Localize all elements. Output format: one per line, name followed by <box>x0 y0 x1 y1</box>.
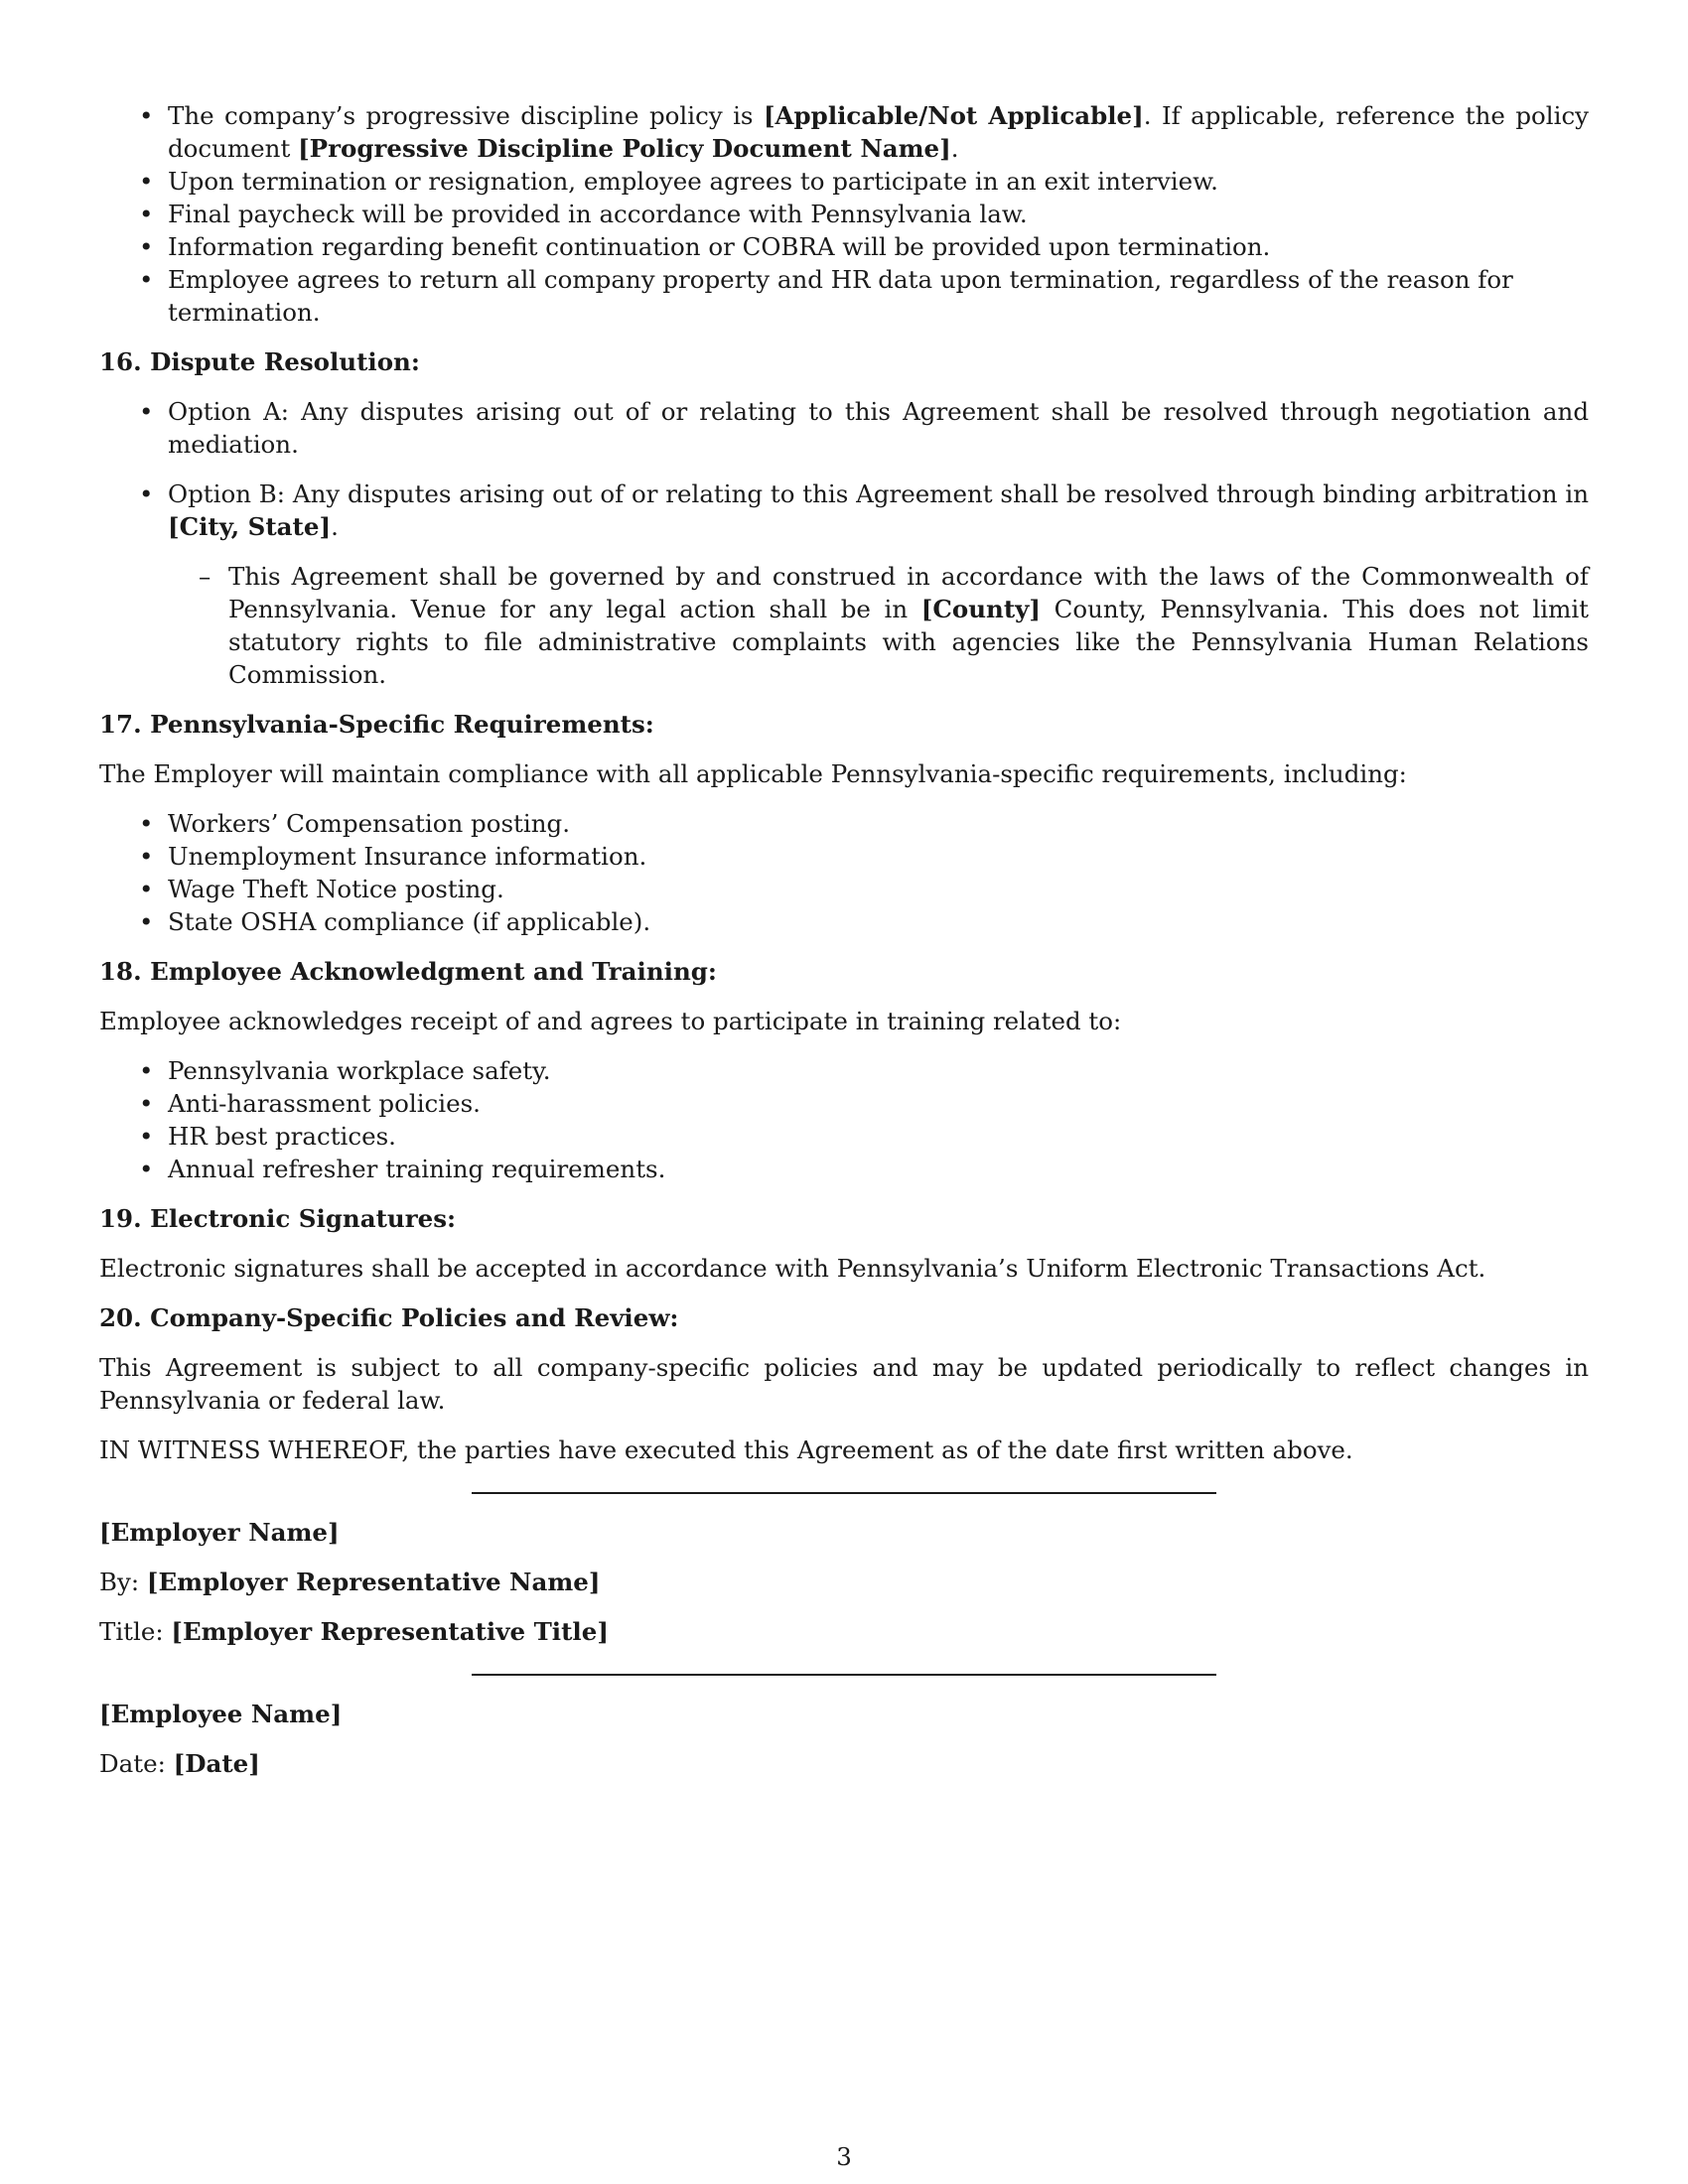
governing-law-text: This Agreement shall be governed by and construed in accordance with the laws of the Commonwealth of Pennsylvania. Venue for any legal action shall be in <box>228 562 1589 623</box>
termination-list <box>99 99 1589 329</box>
section-16-heading: 16. Dispute Resolution: <box>99 347 420 376</box>
option-b-text: Option B: Any disputes arising out of or relating to this Agreement shall be resolved through binding arbitration in <box>168 479 1589 508</box>
representative-title-placeholder: [Employer Representative Title] <box>171 1617 609 1646</box>
employer-signature-line <box>472 1492 1216 1494</box>
employee-date-line <box>99 1747 1589 1780</box>
training-list <box>99 1054 1589 1185</box>
title-label: Title: <box>99 1617 172 1646</box>
date-label: Date: <box>99 1749 174 1778</box>
list-item: • Annual refresher training requirements. <box>99 1153 1589 1185</box>
policy-document-placeholder: [Progressive Discipline Policy Document Name] <box>298 134 951 163</box>
list-item: • State OSHA compliance (if applicable). <box>99 905 1589 938</box>
section-18-intro: Employee acknowledges receipt of and agrees to participate in training related to: <box>99 1007 1122 1035</box>
dispute-options-list <box>99 395 1589 691</box>
employer-name-line <box>99 1516 1589 1549</box>
employer-by-line <box>99 1566 1589 1598</box>
representative-name-placeholder: [Employer Representative Name] <box>146 1568 601 1596</box>
discipline-text: The company’s progressive discipline policy is <box>168 101 764 130</box>
list-item <box>99 478 1589 691</box>
list-item: • Final paycheck will be provided in accordance with Pennsylvania law. <box>99 198 1589 230</box>
section-17-intro: The Employer will maintain compliance with all applicable Pennsylvania-specific requirements, including: <box>99 759 1407 788</box>
list-item: • Unemployment Insurance information. <box>99 840 1589 873</box>
section-20-heading: 20. Company-Specific Policies and Review: <box>99 1303 679 1332</box>
list-item: • Workers’ Compensation posting. <box>99 807 1589 840</box>
witness-statement: IN WITNESS WHEREOF, the parties have executed this Agreement as of the date first written above. <box>99 1435 1353 1464</box>
list-item: • Employee agrees to return all company property and HR data upon termination, regardless of the reason for termination. <box>99 263 1589 329</box>
document-page <box>99 99 1589 1780</box>
date-placeholder: [Date] <box>173 1749 260 1778</box>
list-item: • Upon termination or resignation, employee agrees to participate in an exit interview. <box>99 165 1589 198</box>
list-item: • Option A: Any disputes arising out of or relating to this Agreement shall be resolved through negotiation and mediation. <box>99 395 1589 461</box>
section-18-heading: 18. Employee Acknowledgment and Training: <box>99 957 717 986</box>
pa-requirements-list <box>99 807 1589 938</box>
page-number: 3 <box>836 2142 852 2171</box>
employee-signature-line <box>472 1674 1216 1676</box>
list-item: • Pennsylvania workplace safety. <box>99 1054 1589 1087</box>
sublist-item <box>99 560 1589 691</box>
county-placeholder: [County] <box>920 595 1041 623</box>
list-item: • Wage Theft Notice posting. <box>99 873 1589 905</box>
section-20-text: This Agreement is subject to all company-specific policies and may be updated periodically to reflect changes in Pennsylvania or federal law. <box>99 1353 1589 1415</box>
employer-name-placeholder: [Employer Name] <box>99 1518 340 1547</box>
option-b-text-end: . <box>331 512 339 541</box>
list-item: • Information regarding benefit continuation or COBRA will be provided upon termination. <box>99 230 1589 263</box>
governing-law-sublist <box>99 560 1589 691</box>
employer-title-line <box>99 1615 1589 1648</box>
city-state-placeholder: [City, State] <box>168 512 332 541</box>
discipline-placeholder: [Applicable/Not Applicable] <box>763 101 1144 130</box>
list-item: • HR best practices. <box>99 1120 1589 1153</box>
employee-name-placeholder: [Employee Name] <box>99 1700 343 1728</box>
section-19-text: Electronic signatures shall be accepted in accordance with Pennsylvania’s Uniform Electronic Transactions Act. <box>99 1254 1486 1283</box>
discipline-text-end: . <box>950 134 959 163</box>
governing-law-text-end: County, Pennsylvania. This does not limit statutory rights to file administrative complaints with agencies like the Pennsylvania Human Relations Commission. <box>228 595 1590 689</box>
discipline-text-mid: . If applicable, reference the policy document <box>168 101 1590 163</box>
section-19-heading: 19. Electronic Signatures: <box>99 1204 457 1233</box>
by-label: By: <box>99 1568 147 1596</box>
list-item <box>99 99 1589 165</box>
list-item: • Anti-harassment policies. <box>99 1087 1589 1120</box>
section-17-heading: 17. Pennsylvania-Specific Requirements: <box>99 710 654 739</box>
employee-name-line <box>99 1698 1589 1730</box>
